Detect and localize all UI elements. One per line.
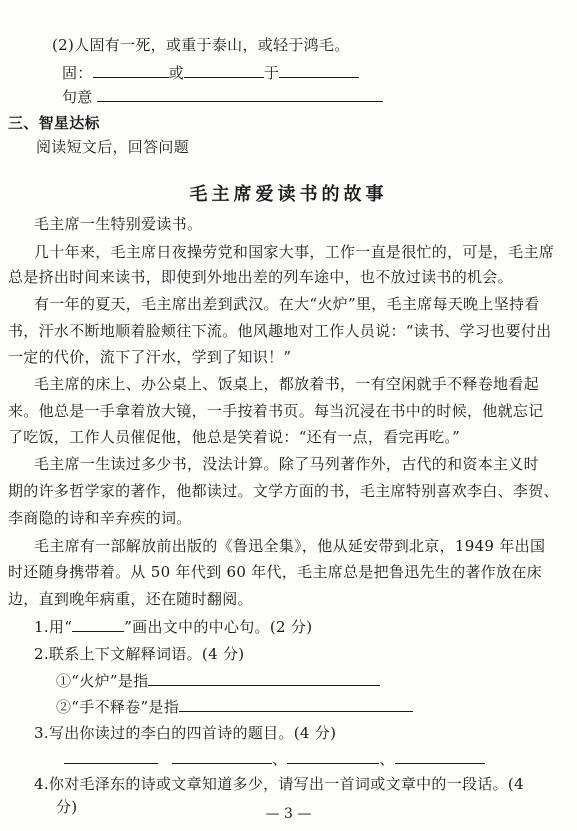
section-instruction: 阅读短文后，回答问题 bbox=[36, 138, 190, 156]
article-line: 一定的代价，流下了汗水，学到了知识！” bbox=[8, 348, 292, 366]
article-line: 来。他总是一手拿着放大镜，一手按着书页。每当沉浸在书中的时候，他就忘记 bbox=[8, 402, 544, 420]
q3-separator: 、 bbox=[379, 750, 395, 768]
question-2a bbox=[56, 670, 380, 692]
q2b-label: ②“手不释卷”是指 bbox=[56, 698, 180, 716]
gu-blank-3[interactable] bbox=[279, 63, 359, 78]
q2b-answer-blank[interactable] bbox=[179, 697, 413, 712]
q3-blank-1[interactable] bbox=[64, 749, 158, 764]
article-line: 了吃饭，工作人员催促他，他总是笑着说：“还有一点，看完再吃。” bbox=[8, 428, 461, 446]
question-3: 3.写出你读过的李白的四首诗的题目。(4 分) bbox=[34, 724, 337, 742]
gu-blank-1[interactable] bbox=[93, 63, 169, 78]
article-line: 有一年的夏天，毛主席出差到武汉。在大“火炉”里，毛主席每天晚上坚持看 bbox=[34, 295, 540, 313]
gu-blank-2[interactable] bbox=[184, 63, 264, 78]
question-4-line1: 4.你对毛泽东的诗或文章知道多少，请写出一首词或文章中的一段话。(4 bbox=[34, 775, 524, 793]
q2a-label: ①“火炉”是指 bbox=[56, 672, 149, 690]
article-line: 书，汗水不断地顺着脸颊往下流。他风趣地对工作人员说：“读书、学习也要付出 bbox=[8, 322, 552, 340]
article-line: 时还随身携带着。从 50 年代到 60 年代，毛主席总是把鲁迅先生的著作放在床 bbox=[8, 563, 542, 581]
article-line: 几十年来，毛主席日夜操劳党和国家大事，工作一直是很忙的，可是，毛主席 bbox=[34, 243, 555, 261]
juyi-label: 句意 bbox=[62, 88, 93, 106]
article-line: 毛主席有一部解放前出版的《鲁迅全集》，他从延安带到北京，1949 年出国 bbox=[34, 537, 546, 555]
q2-gu-row bbox=[62, 62, 359, 84]
q1-text-pre: 1.用“ bbox=[34, 618, 73, 636]
article-line: 总是挤出时间来读书，即使到外地出差的列车途中，也不放过读书的机会。 bbox=[8, 268, 513, 286]
article-line: 期的许多哲学家的著作，他都读过。文学方面的书，毛主席特别喜欢李白、李贺、 bbox=[8, 482, 559, 500]
juyi-blank[interactable] bbox=[97, 87, 383, 102]
question-4-line2: 分) bbox=[56, 798, 78, 816]
q3-blank-4[interactable] bbox=[395, 749, 485, 764]
q3-blank-3[interactable] bbox=[287, 749, 379, 764]
article-line: 毛主席的床上、办公桌上、饭桌上，都放着书，一有空闲就手不释卷地看起 bbox=[34, 375, 539, 393]
article-line: 边，直到晚年病重，还在随时翻阅。 bbox=[8, 590, 253, 608]
section-heading: 三、智星达标 bbox=[8, 114, 100, 132]
gu-label: 固： bbox=[62, 64, 93, 82]
q3-blank-2[interactable] bbox=[172, 749, 272, 764]
article-line: 李商隐的诗和辛弃疾的词。 bbox=[8, 509, 192, 527]
q1-underline-sample bbox=[72, 617, 124, 632]
yu-label: 于 bbox=[263, 64, 280, 82]
q2-juyi-row bbox=[62, 86, 383, 108]
page-number: — 3 — bbox=[265, 806, 312, 822]
question-1 bbox=[34, 616, 312, 638]
q1-text-post: ”画出文中的中心句。(2 分) bbox=[124, 618, 313, 636]
question-2: 2.联系上下文解释词语。(4 分) bbox=[34, 645, 245, 663]
q3-separator: 、 bbox=[272, 750, 288, 768]
q2-sentence: (2)人固有一死，或重于泰山，或轻于鸿毛。 bbox=[52, 36, 350, 54]
article-title: 毛主席爱读书的故事 bbox=[189, 184, 388, 205]
q2a-answer-blank[interactable] bbox=[148, 671, 380, 686]
article-line: 毛主席一生读过多少书，没法计算。除了马列著作外，古代的和资本主义时 bbox=[34, 455, 539, 473]
huo-label: 或 bbox=[168, 64, 184, 82]
article-line: 毛主席一生特别爱读书。 bbox=[34, 215, 203, 233]
question-3-blanks bbox=[64, 748, 485, 770]
question-2b bbox=[56, 696, 413, 718]
